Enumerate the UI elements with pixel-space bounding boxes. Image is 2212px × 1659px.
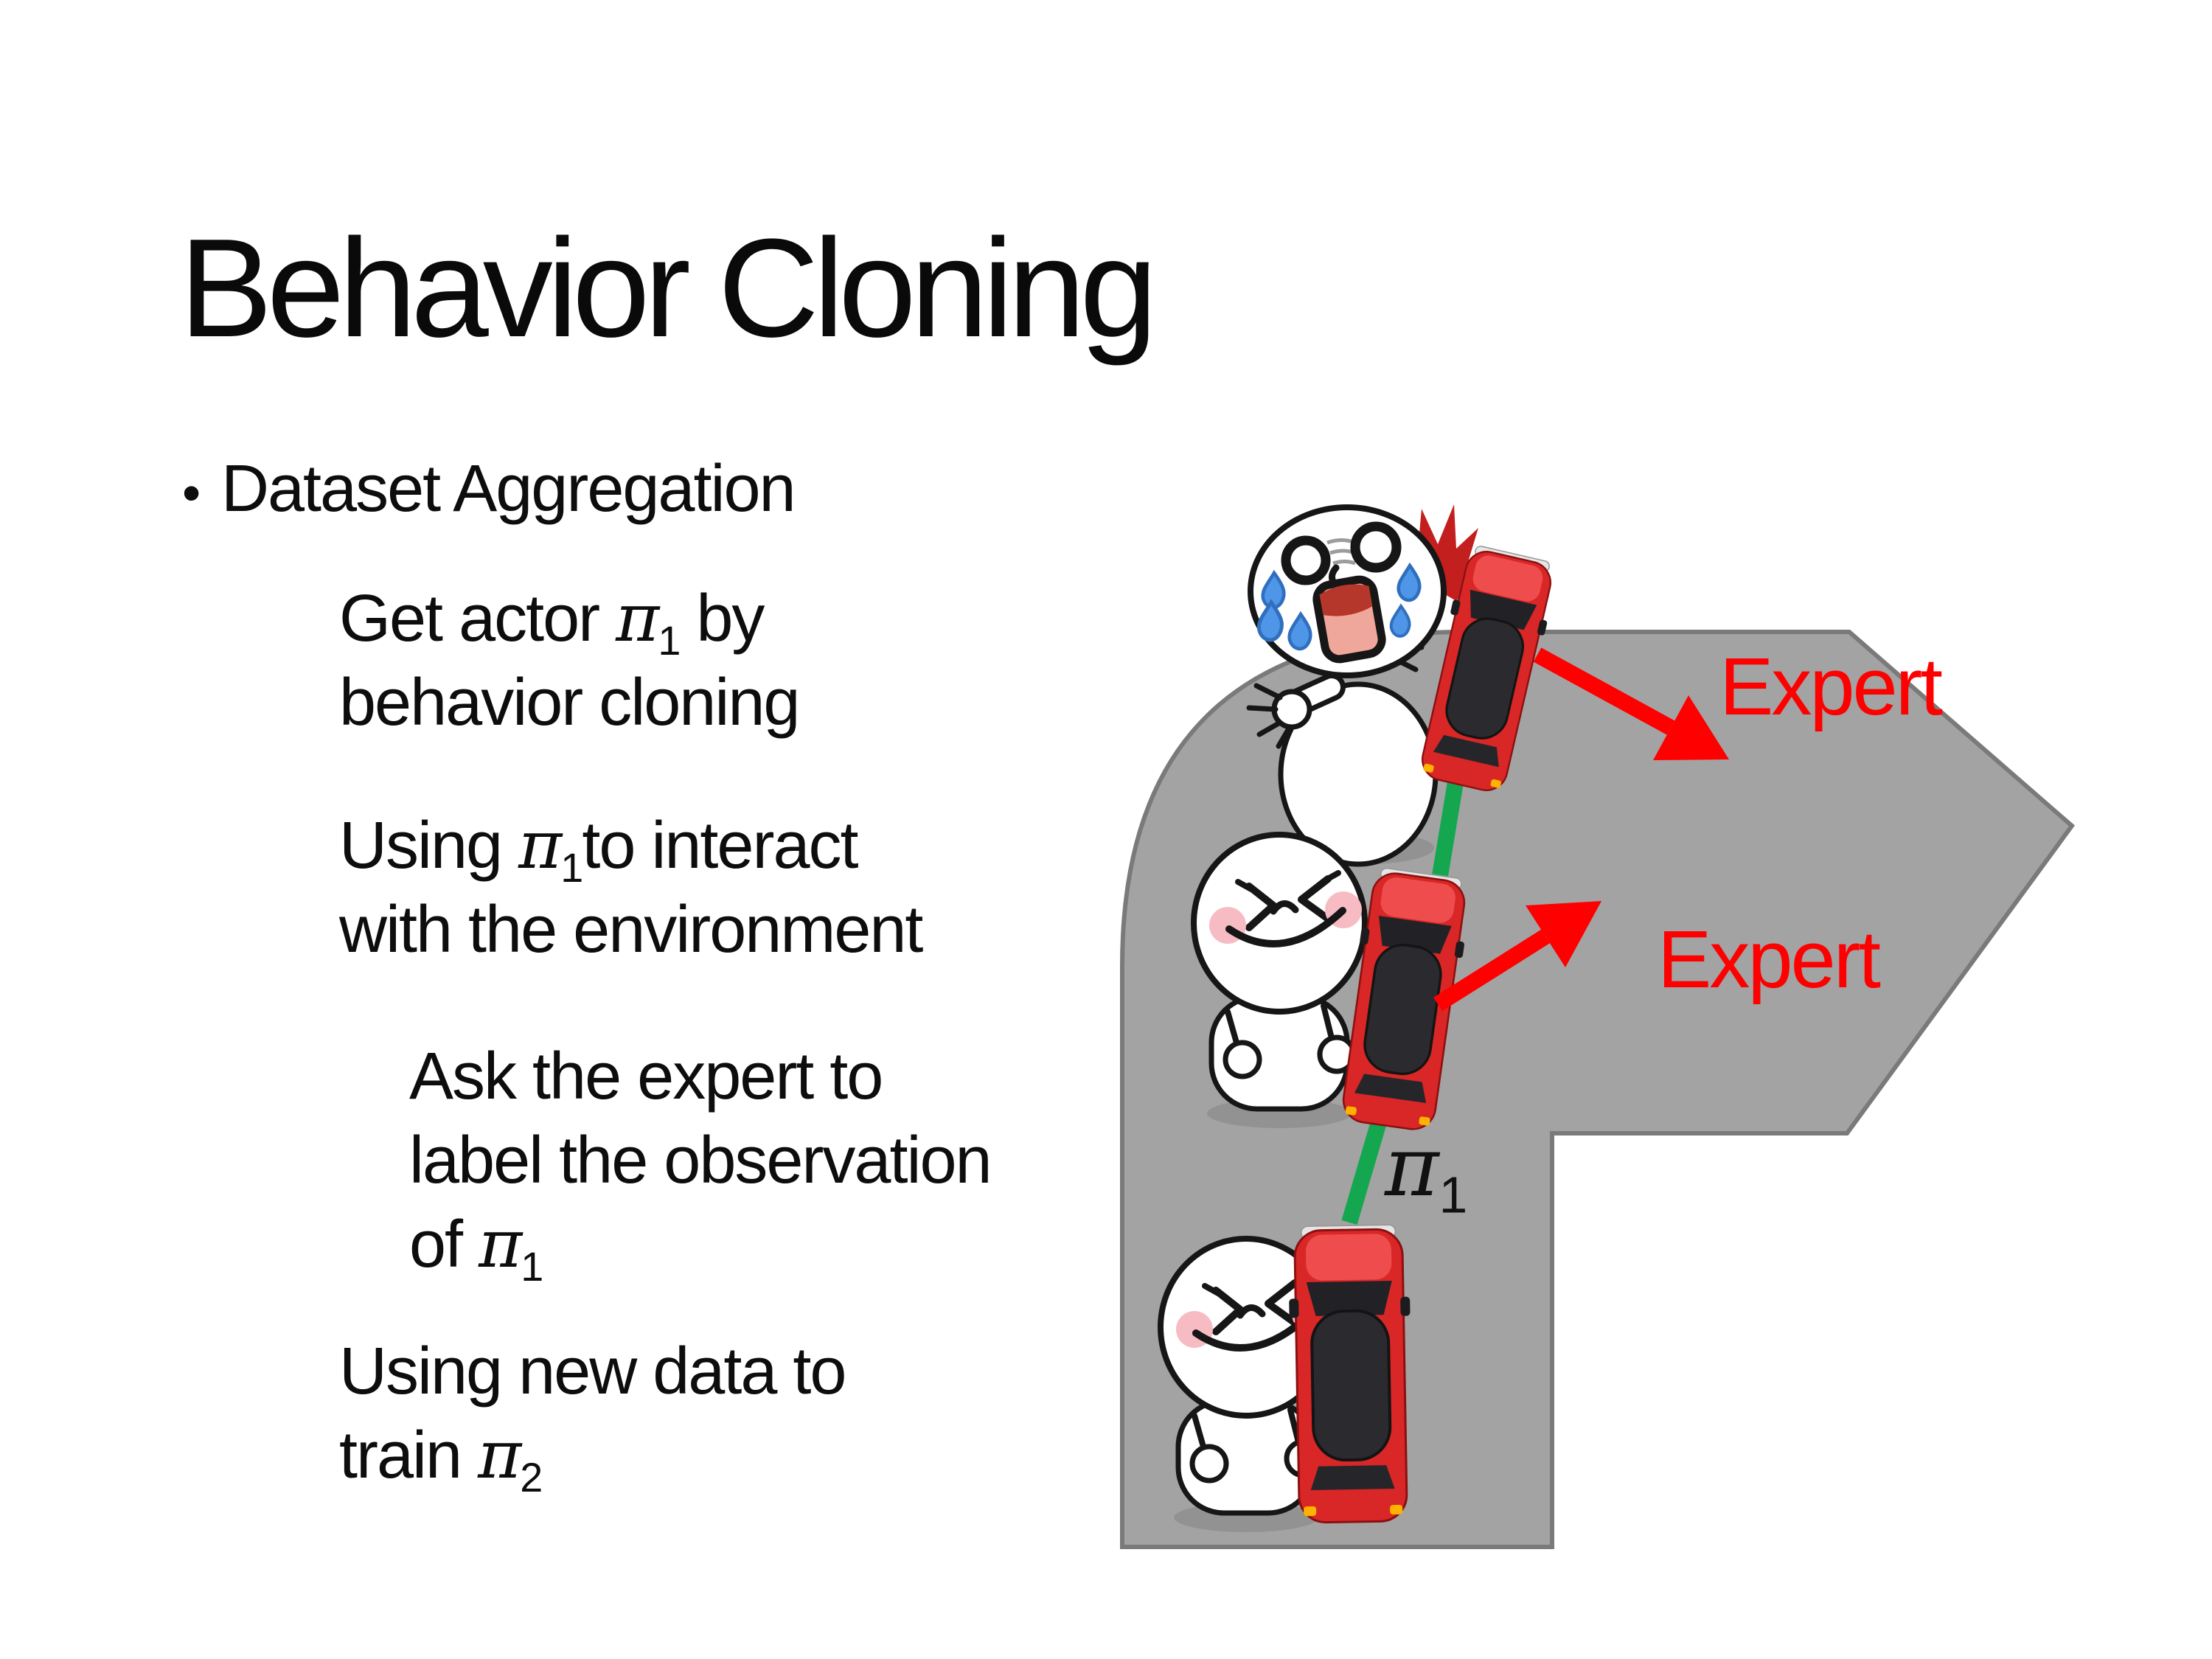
step-line: Ask the expert to	[409, 1040, 883, 1113]
step-line: behavior cloning	[339, 666, 799, 740]
policy-pi1-label: $\pi_1$	[1385, 1119, 1468, 1224]
step-line: Using new data to	[339, 1335, 846, 1408]
expert-label-middle: Expert	[1658, 914, 1879, 1005]
expert-label-top: Expert	[1719, 641, 1941, 732]
car-icon-bottom	[1287, 1225, 1413, 1523]
slide-title: Behavior Cloning	[179, 210, 1152, 366]
bullet-text: Dataset Aggregation	[221, 452, 795, 526]
step-line: train $\pi_2$	[339, 1416, 542, 1500]
driver-character-laughing-middle	[1194, 835, 1365, 1128]
bullet-marker: •	[182, 464, 200, 523]
step-line: Using $\pi_1to$ interact	[339, 807, 858, 891]
step-line: label the observation	[409, 1124, 991, 1197]
step-line: of $\pi_1$	[409, 1206, 543, 1290]
step-line: Get actor $\pi_1$ by	[339, 580, 764, 664]
step-line: with the environment	[339, 893, 922, 967]
